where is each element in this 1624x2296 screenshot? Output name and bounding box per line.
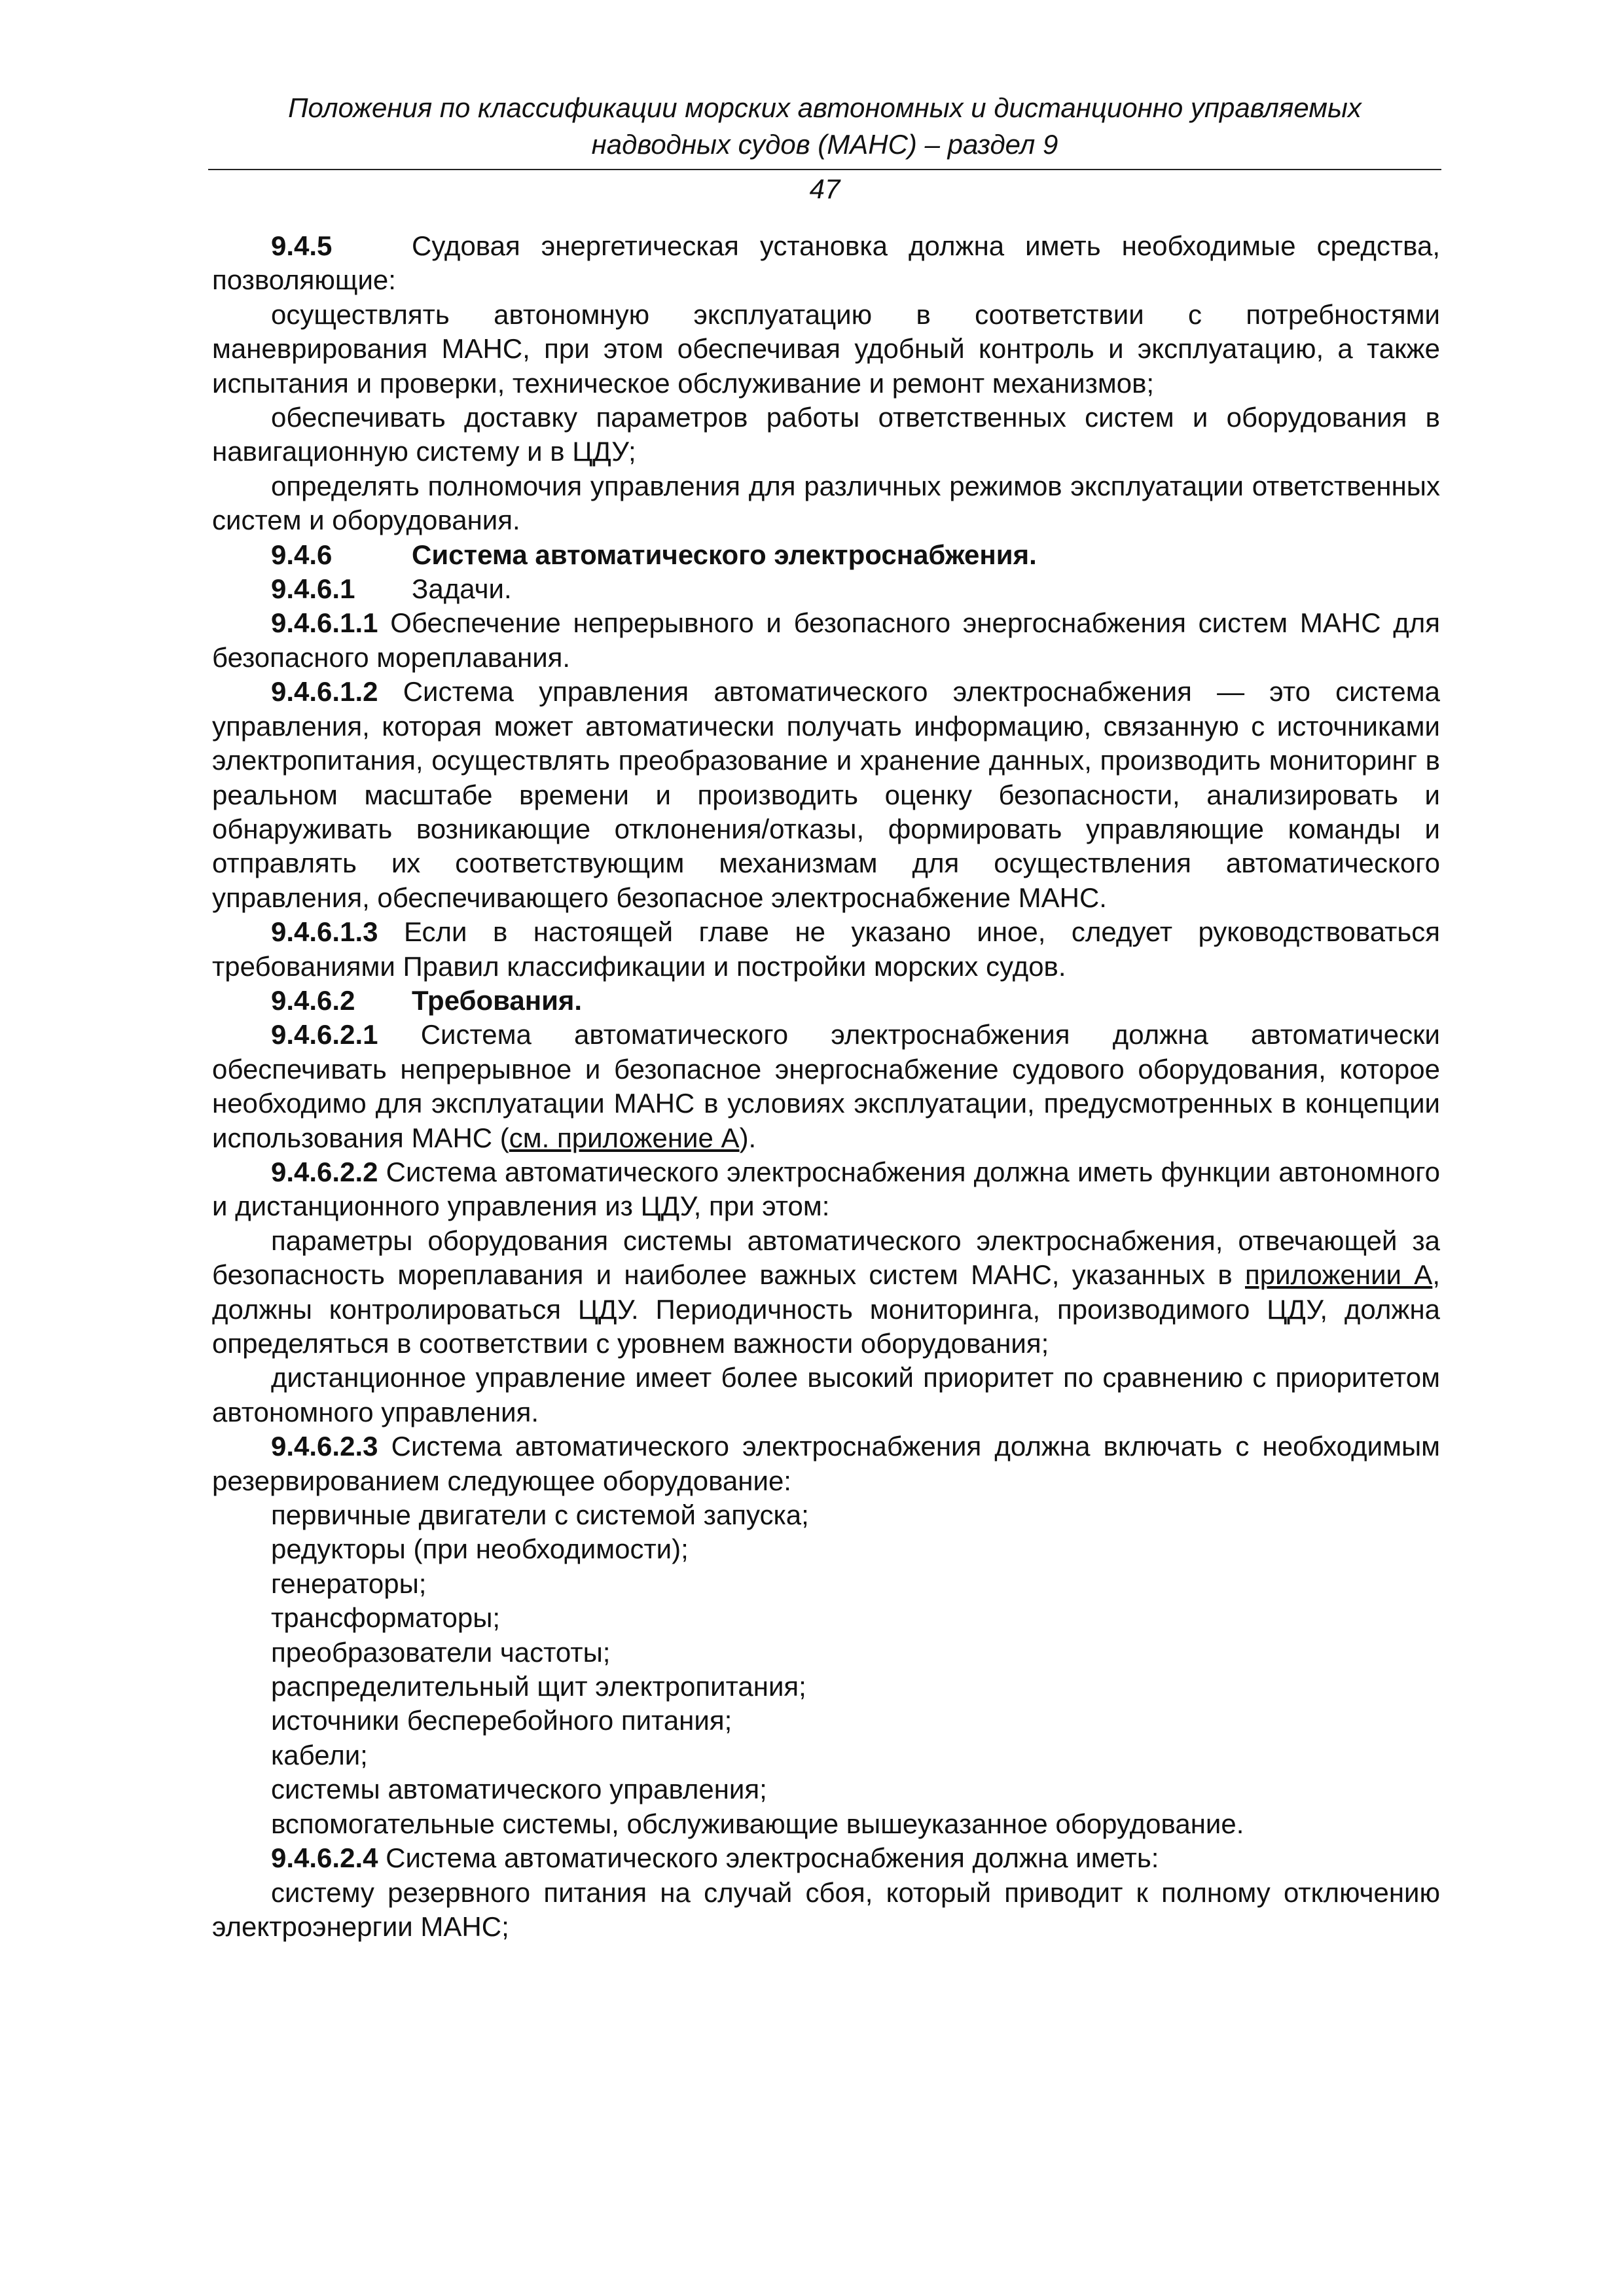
section-number: 9.4.6.2.3 (271, 1431, 378, 1462)
equipment-item: генераторы; (271, 1568, 427, 1599)
page-number: 47 (809, 173, 840, 204)
section-9-4-6-heading (212, 538, 1440, 572)
document-body (212, 229, 1440, 1944)
list-item: осуществлять автономную эксплуатацию в соответствии с потребностями маневрирования МАНС, при этом обеспечивая удобный контроль и эксплуатацию, а также испытания и проверки, техническое обслуживание и ремонт механизмов; (212, 298, 1440, 399)
section-text: Судовая энергетическая установка должна иметь необходимые средства, позволяющие: (212, 230, 1440, 296)
section-9-4-6-2-1 (212, 1018, 1440, 1155)
equipment-item: вспомогательные системы, обслуживающие вышеуказанное оборудование. (271, 1808, 1244, 1839)
section-number: 9.4.6.2.4 (271, 1842, 378, 1874)
list-item-text: параметры оборудования системы автоматического электроснабжения, отвечающей за безопасность мореплавания и наиболее важных систем МАНС, указанных в (212, 1225, 1440, 1291)
section-number: 9.4.6.2 (271, 984, 355, 1016)
running-header-line2: надводных судов (МАНС) – раздел 9 (591, 129, 1058, 160)
list-item: обеспечивать доставку параметров работы ответственных систем и оборудования в навигационную систему и в ЦДУ; (212, 402, 1440, 467)
section-number: 9.4.6.2.1 (271, 1019, 378, 1050)
equipment-item: преобразователи частоты; (271, 1636, 611, 1668)
section-text: Система автоматического электроснабжения должна автоматически обеспечивать непрерывное и безопасное энергоснабжение судового оборудования, которое необходимо для эксплуатации МАНС в условиях эксплуатации, предусмотренных в концепции использования МАНС ( (212, 1019, 1440, 1153)
section-9-4-6-2-3 (212, 1429, 1440, 1498)
section-text-end: ). (739, 1122, 757, 1153)
section-text: Обеспечение непрерывного и безопасного энергоснабжения систем МАНС для безопасного мореплавания. (212, 607, 1441, 673)
section-9-4-6-1-heading (212, 572, 1440, 606)
section-number: 9.4.6.1.1 (271, 607, 378, 639)
section-title: Система автоматического электроснабжения. (412, 539, 1037, 570)
equipment-item: трансформаторы; (271, 1602, 501, 1634)
list-item-text-end: , должны контролироваться ЦДУ. Периодичность мониторинга, производимого ЦДУ, должна определяться в соответствии с уровнем важности оборудования; (212, 1259, 1440, 1359)
section-number: 9.4.5 (271, 230, 333, 261)
header-divider (208, 169, 1441, 170)
section-number: 9.4.6.1.2 (271, 676, 378, 708)
section-9-4-6-1-1 (212, 606, 1440, 675)
section-9-4-6-1-2 (212, 675, 1440, 915)
section-title: Требования. (412, 984, 583, 1016)
equipment-item: кабели; (271, 1739, 368, 1770)
equipment-item: системы автоматического управления; (271, 1774, 767, 1805)
equipment-item: редукторы (при необходимости); (271, 1534, 689, 1565)
section-number: 9.4.6.1.3 (271, 916, 378, 948)
equipment-item: первичные двигатели с системой запуска; (271, 1499, 809, 1531)
section-9-4-6-2-2 (212, 1155, 1440, 1224)
section-text: Система автоматического электроснабжения должна иметь: (386, 1842, 1159, 1874)
list-item (212, 1224, 1440, 1361)
list-item: систему резервного питания на случай сбоя, который приводит к полному отключению электроэнергии МАНС; (212, 1876, 1440, 1942)
section-title: Задачи. (412, 573, 512, 605)
list-item: дистанционное управление имеет более высокий приоритет по сравнению с приоритетом автономного управления. (212, 1362, 1440, 1427)
running-header-line1: Положения по классификации морских автономных и дистанционно управляемых (288, 92, 1362, 123)
section-9-4-6-2-heading (212, 984, 1440, 1018)
section-text: Если в настоящей главе не указано иное, следует руководствоваться требованиями Правил классификации и постройки морских судов. (212, 916, 1440, 982)
section-text: Система автоматического электроснабжения должна включать с необходимым резервированием следующее оборудование: (212, 1431, 1441, 1496)
section-9-4-6-1-3 (212, 915, 1440, 984)
section-9-4-6-2-4 (212, 1841, 1440, 1875)
section-text: Система управления автоматического электроснабжения — это система управления, которая может автоматически получать информацию, связанную с источниками электропитания, осуществлять преобразование и хранение данных, производить мониторинг в реальном масштабе времени и производить оценку безопасности, анализировать и обнаруживать возникающие отклонения/отказы, формировать управляющие команды и отправлять их соответствующим механизмам для осуществления автоматического управления, обеспечивающего безопасное электроснабжение МАНС. (212, 676, 1440, 913)
section-9-4-5 (212, 229, 1440, 298)
equipment-item: источники бесперебойного питания; (271, 1705, 732, 1736)
section-number: 9.4.6.1 (271, 573, 355, 605)
equipment-item: распределительный щит электропитания; (271, 1671, 806, 1702)
list-item: определять полномочия управления для различных режимов эксплуатации ответственных систем и оборудования. (212, 470, 1440, 536)
section-number: 9.4.6 (271, 539, 333, 570)
section-number: 9.4.6.2.2 (271, 1156, 378, 1187)
appendix-a-link[interactable]: см. приложение А (509, 1122, 740, 1153)
appendix-a-link[interactable]: приложении А (1245, 1259, 1433, 1291)
section-text: Система автоматического электроснабжения должна иметь функции автономного и дистанционного управления из ЦДУ, при этом: (212, 1156, 1441, 1222)
